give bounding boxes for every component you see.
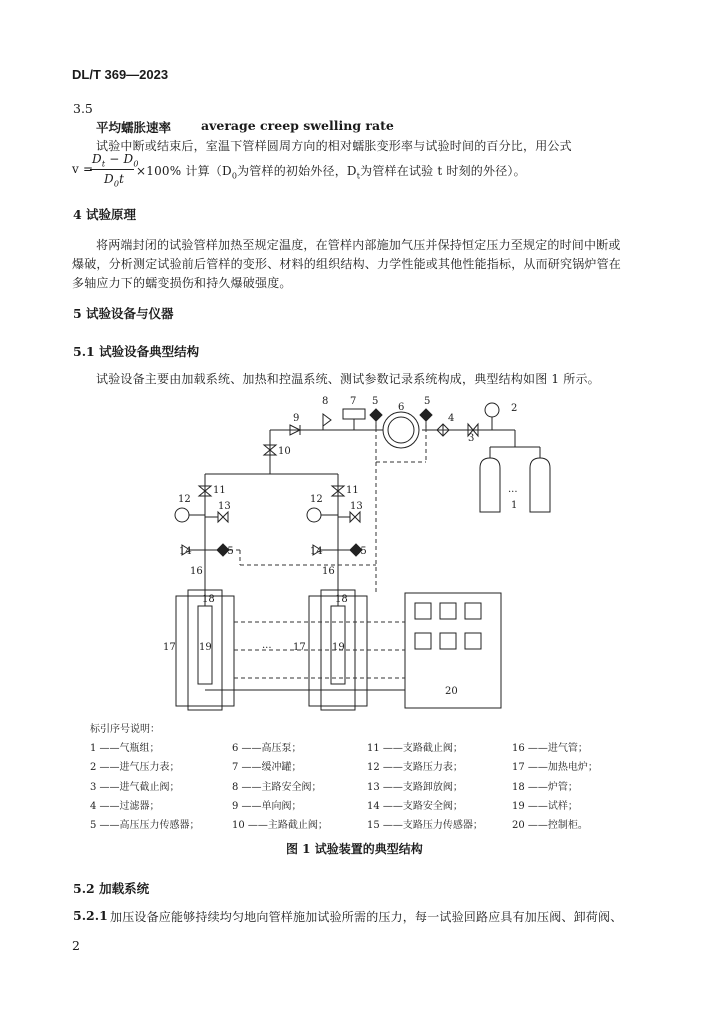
term-chinese: 平均蠕胀速率 <box>96 120 172 135</box>
label-branch-safety-left: 14 <box>179 546 192 557</box>
formula-lhs: v = <box>72 162 94 176</box>
document-id: DL/T 369—2023 <box>72 67 169 82</box>
section-5-2-1-number: 5.2.1 <box>73 908 108 923</box>
ellipsis-cylinders: ... <box>508 484 518 495</box>
legend-item: 16 ——进气管； <box>512 743 588 754</box>
section-5-heading: 5 试验设备与仪器 <box>73 306 174 321</box>
legend-item: 20 ——控制柜。 <box>512 820 588 831</box>
label-control-cabinet: 20 <box>445 686 458 697</box>
legend-item: 5 ——高压压力传感器； <box>90 820 200 831</box>
legend-item: 7 ——缓冲罐； <box>232 762 302 773</box>
formula-explanation: ×100% 计算（$D_0$为管样的初始外径，$D_t$为管样在试验 t 时刻的外径）。 <box>136 164 526 181</box>
term-english: average creep swelling rate <box>201 118 394 133</box>
legend-item: 15 ——支路压力传感器； <box>367 820 483 831</box>
label-inlet-pipe-left: 16 <box>190 566 203 577</box>
legend-item: 10 ——主路截止阀； <box>232 820 328 831</box>
label-branch-valve-right: 11 <box>346 485 359 496</box>
section-4-line-1: 将两端封闭的试验管样加热至规定温度，在管样内部施加气压并保持恒定压力至规定的时间中断或 <box>96 238 621 252</box>
label-buffer-tank: 7 <box>350 396 357 407</box>
section-4-line-2: 爆破，分析测定试验前后管样的变形、材料的组织结构、力学性能或其他性能指标，从而研究锅炉管在 <box>72 257 622 271</box>
label-specimen-left: 19 <box>199 642 212 653</box>
label-furnace-left: 17 <box>163 642 176 653</box>
label-main-valve: 10 <box>278 446 291 457</box>
section-4-line-3: 多轴应力下的蠕变损伤和持久爆破强度。 <box>72 276 292 290</box>
legend-item: 6 ——高压泵； <box>232 743 302 754</box>
label-tube-left: 18 <box>202 594 215 605</box>
legend-item: 17 ——加热电炉； <box>512 762 598 773</box>
section-4-heading: 4 试验原理 <box>73 207 137 222</box>
label-inlet-pipe-right: 16 <box>322 566 335 577</box>
label-sensor-a: 5 <box>372 396 379 407</box>
legend-item: 3 ——进气截止阀； <box>90 782 180 793</box>
label-specimen-right: 19 <box>332 642 345 653</box>
legend-item: 11 ——支路截止阀； <box>367 743 463 754</box>
label-relief-valve-right: 13 <box>350 501 363 512</box>
page-number: 2 <box>72 938 80 953</box>
section-5-2-1-line-1: 加压设备应能够持续均匀地向管样施加试验所需的压力，每一试验回路应具有加压阀、卸荷阀、 <box>110 910 623 924</box>
section-3-5-number: 3.5 <box>73 101 93 116</box>
label-sensor-b: 5 <box>424 396 431 407</box>
label-pump: 6 <box>398 402 405 413</box>
label-branch-sensor-right: 15 <box>354 546 367 557</box>
ellipsis-furnaces: ... <box>262 640 272 651</box>
legend-item: 18 ——炉管； <box>512 782 578 793</box>
label-safety-valve: 8 <box>322 396 329 407</box>
section-5-1-line-1: 试验设备主要由加载系统、加热和控温系统、测试参数记录系统构成，典型结构如图 1 所示。 <box>96 372 600 386</box>
section-5-2-heading: 5.2 加载系统 <box>73 881 150 896</box>
formula-numerator: $D_t - D_0$ <box>92 152 139 169</box>
label-relief-valve-left: 13 <box>218 501 231 512</box>
label-check-valve: 9 <box>293 413 300 424</box>
definition-line-1: 试验中断或结束后，室温下管样圆周方向的相对蠕胀变形率与试验时间的百分比，用公式 <box>96 139 572 153</box>
label-branch-gauge-left: 12 <box>178 494 191 505</box>
label-furnace-right: 17 <box>293 642 306 653</box>
label-branch-safety-right: 14 <box>310 546 323 557</box>
label-branch-sensor-left: 15 <box>221 546 234 557</box>
formula-denominator: $D_0t$ <box>104 172 125 189</box>
legend-item: 4 ——过滤器； <box>90 801 160 812</box>
label-branch-gauge-right: 12 <box>310 494 323 505</box>
label-filter: 4 <box>448 413 455 424</box>
legend-item: 13 ——支路卸放阀； <box>367 782 463 793</box>
legend-item: 2 ——进气压力表； <box>90 762 180 773</box>
label-cylinders: 1 <box>511 500 518 511</box>
legend-title: 标引序号说明： <box>90 724 160 735</box>
section-5-1-heading: 5.1 试验设备典型结构 <box>73 344 200 359</box>
legend-item: 12 ——支路压力表； <box>367 762 463 773</box>
label-gauge: 2 <box>511 403 518 414</box>
label-valve: 3 <box>468 433 475 444</box>
legend-item: 9 ——单向阀； <box>232 801 302 812</box>
label-tube-right: 18 <box>335 594 348 605</box>
legend-item: 14 ——支路安全阀； <box>367 801 463 812</box>
legend-item: 1 ——气瓶组； <box>90 743 160 754</box>
legend-item: 8 ——主路安全阀； <box>232 782 322 793</box>
figure-caption: 图 1 试验装置的典型结构 <box>286 842 423 856</box>
label-branch-valve-left: 11 <box>213 485 226 496</box>
legend-item: 19 ——试样； <box>512 801 578 812</box>
